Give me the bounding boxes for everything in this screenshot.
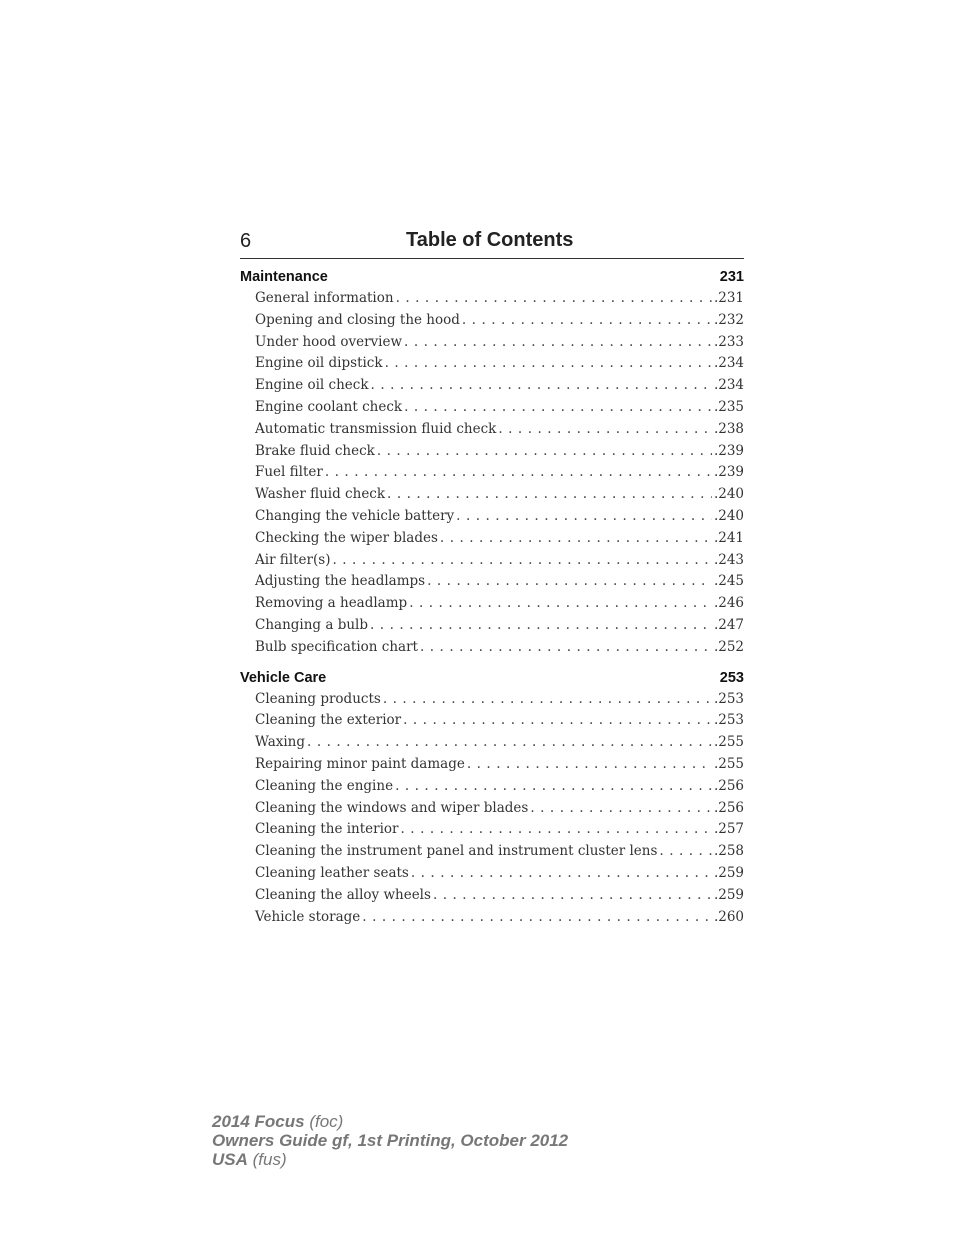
toc-dot-leader <box>325 462 712 484</box>
page-header <box>240 228 744 259</box>
section-title: Vehicle Care <box>240 669 327 686</box>
toc-dot-leader <box>498 419 712 441</box>
toc-entry[interactable] <box>240 550 744 572</box>
toc-entry[interactable] <box>240 484 744 506</box>
document-footer <box>212 1112 568 1169</box>
toc-dot-leader <box>411 863 712 885</box>
toc-dot-leader <box>440 528 712 550</box>
toc-entry[interactable] <box>240 732 744 754</box>
toc-entry-page: .259 <box>713 886 744 903</box>
toc-entry[interactable] <box>240 907 744 929</box>
footer-market: USA <box>212 1150 248 1169</box>
toc-entry-page: .247 <box>713 616 744 633</box>
toc-entry[interactable] <box>240 798 744 820</box>
toc-dot-leader <box>433 885 712 907</box>
toc-entry[interactable] <box>240 776 744 798</box>
toc-entry-page: .255 <box>713 734 744 751</box>
toc-entry-label: Changing the vehicle battery <box>255 507 455 524</box>
toc-entry-label: Cleaning the interior <box>255 821 399 838</box>
toc-entries <box>240 689 744 929</box>
table-of-contents <box>240 266 744 936</box>
section-page: 253 <box>719 669 744 686</box>
toc-entry-label: Cleaning the alloy wheels <box>255 886 431 903</box>
toc-entry-label: Engine coolant check <box>255 398 403 415</box>
toc-entry-page: .239 <box>713 464 744 481</box>
toc-entry-page: .245 <box>713 573 744 590</box>
toc-dot-leader <box>404 397 712 419</box>
toc-dot-leader <box>307 732 712 754</box>
toc-entry-label: Removing a headlamp <box>255 595 408 612</box>
toc-dot-leader <box>456 506 712 528</box>
toc-entry-page: .233 <box>713 333 744 350</box>
toc-entry-label: Cleaning products <box>255 690 381 707</box>
toc-entry-label: Automatic transmission fluid check <box>255 420 497 437</box>
toc-entry[interactable] <box>240 615 744 637</box>
footer-market-code: (fus) <box>252 1150 287 1169</box>
toc-entry[interactable] <box>240 637 744 659</box>
toc-entry-page: .243 <box>713 551 744 568</box>
toc-dot-leader <box>403 710 712 732</box>
toc-dot-leader <box>467 754 712 776</box>
toc-entry-page: .232 <box>713 311 744 328</box>
toc-entry-label: Cleaning the engine <box>255 777 394 794</box>
footer-line-model <box>212 1112 568 1131</box>
toc-dot-leader <box>385 353 712 375</box>
toc-entry[interactable] <box>240 885 744 907</box>
toc-entry-label: Fuel filter <box>255 464 323 481</box>
toc-entry[interactable] <box>240 441 744 463</box>
toc-entry-page: .234 <box>713 355 744 372</box>
toc-entry[interactable] <box>240 332 744 354</box>
toc-entry-label: Repairing minor paint damage <box>255 755 465 772</box>
toc-dot-leader <box>387 484 712 506</box>
toc-entry[interactable] <box>240 689 744 711</box>
toc-entry-label: Engine oil check <box>255 377 369 394</box>
toc-entry[interactable] <box>240 310 744 332</box>
footer-model-code: (foc) <box>309 1112 344 1131</box>
section-title: Maintenance <box>240 269 328 285</box>
toc-entry-page: .240 <box>713 486 744 503</box>
toc-entry[interactable] <box>240 819 744 841</box>
toc-entry-page: .259 <box>713 864 744 881</box>
toc-entry-label: Waxing <box>255 734 306 751</box>
toc-entry[interactable] <box>240 397 744 419</box>
toc-entry-label: Vehicle storage <box>255 908 361 925</box>
toc-entry[interactable] <box>240 571 744 593</box>
toc-dot-leader <box>371 375 712 397</box>
toc-entry[interactable] <box>240 593 744 615</box>
toc-entry-label: Air filter(s) <box>255 551 331 568</box>
toc-dot-leader <box>377 441 712 463</box>
toc-entry[interactable] <box>240 506 744 528</box>
toc-entry-page: .260 <box>713 908 744 925</box>
toc-entry-label: Changing a bulb <box>255 616 368 633</box>
toc-entry-label: Engine oil dipstick <box>255 355 383 372</box>
toc-entry[interactable] <box>240 462 744 484</box>
toc-entry-page: .256 <box>713 799 744 816</box>
toc-entry-page: .239 <box>713 442 744 459</box>
toc-entry-page: .252 <box>713 638 744 655</box>
toc-entry[interactable] <box>240 863 744 885</box>
toc-dot-leader <box>420 637 712 659</box>
toc-entry-page: .241 <box>713 529 744 546</box>
toc-entry-label: Opening and closing the hood <box>255 311 460 328</box>
toc-dot-leader <box>462 310 712 332</box>
toc-entry-page: .256 <box>713 777 744 794</box>
toc-dot-leader <box>659 841 712 863</box>
toc-dot-leader <box>332 550 711 572</box>
toc-entry[interactable] <box>240 288 744 310</box>
toc-entry-label: Cleaning the windows and wiper blades <box>255 799 529 816</box>
toc-dot-leader <box>383 689 712 711</box>
toc-entry[interactable] <box>240 841 744 863</box>
toc-section-vehicle-care <box>240 667 744 929</box>
toc-entry[interactable] <box>240 754 744 776</box>
toc-dot-leader <box>530 798 712 820</box>
toc-section-maintenance <box>240 266 744 659</box>
toc-section-heading[interactable] <box>240 266 744 288</box>
toc-entry-label: Cleaning the instrument panel and instrument cluster lens <box>255 843 658 860</box>
toc-entry-page: .231 <box>713 290 744 306</box>
toc-dot-leader <box>409 593 712 615</box>
page-title: Table of Contents <box>406 229 574 251</box>
toc-entry-page: .253 <box>713 712 744 729</box>
toc-entry-page: .246 <box>713 595 744 612</box>
toc-entry-label: Cleaning leather seats <box>255 864 409 881</box>
toc-entry-label: Cleaning the exterior <box>255 712 402 729</box>
section-page: 231 <box>719 269 744 285</box>
toc-entry[interactable] <box>240 353 744 375</box>
toc-entries <box>240 288 744 659</box>
toc-dot-leader <box>404 332 712 354</box>
toc-entry-page: .238 <box>713 420 744 437</box>
toc-entry-page: .255 <box>713 755 744 772</box>
footer-model: 2014 Focus <box>212 1112 305 1131</box>
toc-entry-page: .253 <box>713 690 744 707</box>
toc-entry[interactable] <box>240 375 744 397</box>
toc-entry-page: .240 <box>713 507 744 524</box>
toc-entry-label: Bulb specification chart <box>255 638 418 655</box>
toc-section-heading[interactable] <box>240 667 744 689</box>
toc-entry-label: General information <box>255 290 394 306</box>
toc-entry-label: Under hood overview <box>255 333 403 350</box>
toc-dot-leader <box>370 615 712 637</box>
toc-entry[interactable] <box>240 528 744 550</box>
toc-entry-page: .235 <box>713 398 744 415</box>
toc-entry-label: Brake fluid check <box>255 442 375 459</box>
toc-entry-label: Checking the wiper blades <box>255 529 438 546</box>
toc-entry[interactable] <box>240 710 744 732</box>
toc-dot-leader <box>401 819 712 841</box>
page-number: 6 <box>240 230 252 252</box>
toc-entry-label: Washer fluid check <box>255 486 386 503</box>
toc-dot-leader <box>395 776 712 798</box>
toc-dot-leader <box>427 571 712 593</box>
toc-entry-page: .258 <box>713 843 744 860</box>
toc-entry-page: .257 <box>713 821 744 838</box>
toc-entry[interactable] <box>240 419 744 441</box>
toc-entry-page: .234 <box>713 377 744 394</box>
footer-printing: Owners Guide gf, 1st Printing, October 2012 <box>212 1131 569 1150</box>
toc-dot-leader <box>396 288 712 310</box>
toc-dot-leader <box>362 907 712 929</box>
toc-entry-label: Adjusting the headlamps <box>255 573 426 590</box>
